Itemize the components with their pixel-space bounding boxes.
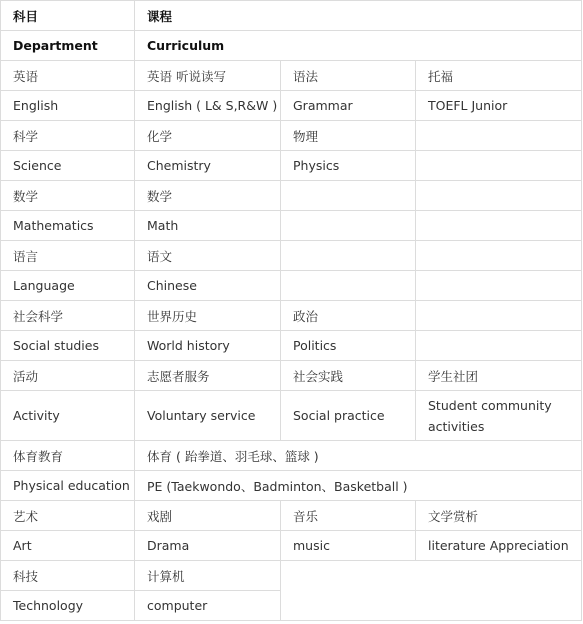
- course-cell: 语文: [135, 241, 281, 271]
- table-row: [1, 211, 582, 241]
- course-cell: Drama: [135, 531, 281, 561]
- course-cell: [416, 301, 582, 331]
- course-cell: [416, 271, 582, 301]
- table-row: [1, 331, 582, 361]
- course-cell: Social practice: [281, 391, 416, 441]
- table-row: [1, 61, 582, 91]
- course-cell: 数学: [135, 181, 281, 211]
- table-row: [1, 441, 582, 471]
- subject-cell: Science: [1, 151, 135, 181]
- course-cell: TOEFL Junior: [416, 91, 582, 121]
- course-cell: [416, 211, 582, 241]
- course-cell: computer: [135, 591, 281, 621]
- course-cell: 音乐: [281, 501, 416, 531]
- table-row: [1, 501, 582, 531]
- course-cell: Politics: [281, 331, 416, 361]
- header-course-cn: 课程: [135, 1, 582, 31]
- course-cell: music: [281, 531, 416, 561]
- course-cell: Student community activities: [416, 391, 582, 441]
- course-cell: [281, 211, 416, 241]
- table-row: [1, 151, 582, 181]
- course-cell: Grammar: [281, 91, 416, 121]
- course-cell: [416, 151, 582, 181]
- course-cell: Voluntary service: [135, 391, 281, 441]
- header-subject-cn: 科目: [1, 1, 135, 31]
- course-cell: Chemistry: [135, 151, 281, 181]
- subject-cell: 社会科学: [1, 301, 135, 331]
- subject-cell: 科技: [1, 561, 135, 591]
- course-cell: World history: [135, 331, 281, 361]
- table-row: [1, 241, 582, 271]
- subject-cell: Language: [1, 271, 135, 301]
- course-cell: [416, 181, 582, 211]
- course-cell: 戏剧: [135, 501, 281, 531]
- subject-cell: 英语: [1, 61, 135, 91]
- table-row: [1, 561, 582, 591]
- course-cell: 社会实践: [281, 361, 416, 391]
- course-cell: 计算机: [135, 561, 281, 591]
- subject-cell: 活动: [1, 361, 135, 391]
- subject-cell: Physical education: [1, 471, 135, 501]
- table-row: [1, 181, 582, 211]
- table-row: [1, 361, 582, 391]
- subject-cell: Activity: [1, 391, 135, 441]
- course-cell: PE (Taekwondo、Badminton、Basketball ): [135, 471, 582, 501]
- subject-cell: Social studies: [1, 331, 135, 361]
- course-cell: 政治: [281, 301, 416, 331]
- course-cell: Physics: [281, 151, 416, 181]
- subject-cell: 科学: [1, 121, 135, 151]
- table-row: [1, 531, 582, 561]
- subject-cell: Technology: [1, 591, 135, 621]
- course-cell: English ( L& S,R&W ): [135, 91, 281, 121]
- course-cell: [281, 271, 416, 301]
- course-cell: 托福: [416, 61, 582, 91]
- subject-cell: 艺术: [1, 501, 135, 531]
- subject-cell: 语言: [1, 241, 135, 271]
- course-cell: literature Appreciation: [416, 531, 582, 561]
- table-row: [1, 471, 582, 501]
- table-row: [1, 121, 582, 151]
- empty-cell: [281, 561, 582, 621]
- header-course-en: Curriculum: [135, 31, 582, 61]
- course-cell: 语法: [281, 61, 416, 91]
- table-header-row: [1, 31, 582, 61]
- course-cell: Chinese: [135, 271, 281, 301]
- table-header-row: [1, 1, 582, 31]
- subject-cell: Mathematics: [1, 211, 135, 241]
- course-cell: [416, 331, 582, 361]
- subject-cell: English: [1, 91, 135, 121]
- course-cell: [416, 241, 582, 271]
- header-subject-en: Department: [1, 31, 135, 61]
- course-cell: 世界历史: [135, 301, 281, 331]
- subject-cell: 数学: [1, 181, 135, 211]
- course-cell: 化学: [135, 121, 281, 151]
- course-cell: [281, 241, 416, 271]
- table-row: [1, 271, 582, 301]
- course-cell: Math: [135, 211, 281, 241]
- course-cell: [416, 121, 582, 151]
- subject-cell: Art: [1, 531, 135, 561]
- course-cell: 体育 ( 跆拳道、羽毛球、篮球 ): [135, 441, 582, 471]
- course-cell: 学生社团: [416, 361, 582, 391]
- course-cell: 物理: [281, 121, 416, 151]
- table-row: [1, 301, 582, 331]
- course-cell: 英语 听说读写: [135, 61, 281, 91]
- subject-cell: 体育教育: [1, 441, 135, 471]
- table-row: [1, 91, 582, 121]
- course-cell: [281, 181, 416, 211]
- table-row: [1, 391, 582, 441]
- course-cell: 志愿者服务: [135, 361, 281, 391]
- course-cell: 文学赏析: [416, 501, 582, 531]
